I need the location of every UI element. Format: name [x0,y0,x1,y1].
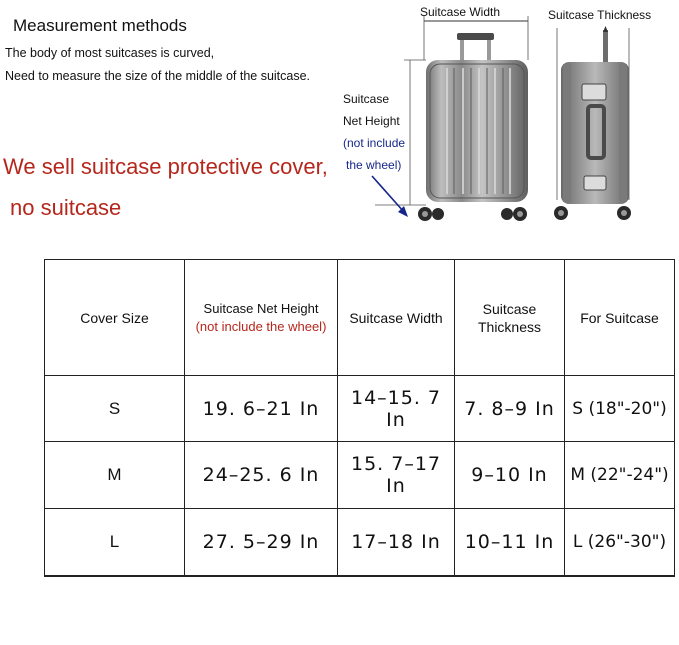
header-cover-size: Cover Size [80,309,149,326]
arrow-icon [372,176,408,217]
header-for-suitcase: For Suitcase [580,309,659,326]
size-table [44,259,675,577]
header-net-height-note: (not include the wheel) [195,318,327,334]
header-thickness-line-2: Thickness [477,318,542,335]
table-cell-fits: M (22"-24") [570,465,669,485]
measurement-line-1: The body of most suitcases is curved, [5,46,215,60]
table-cell-thickness: 7. 8–9 In [464,397,555,420]
table-cell-height: 24–25. 6 In [202,464,320,486]
table-cell-size: M [107,465,122,484]
suitcase-side-icon [554,26,631,220]
net-height-label-1: Suitcase [343,92,390,106]
table-cell-fits: L (26"-30") [572,532,667,552]
net-height-label-2: Net Height [343,114,400,128]
suitcase-thickness-label: Suitcase Thickness [548,8,652,22]
promo-line-1: We sell suitcase protective cover, [3,154,328,179]
table-cell-height: 19. 6–21 In [202,397,320,420]
table-cell-thickness: 9–10 In [471,464,548,486]
table-cell-thickness: 10–11 In [464,531,555,553]
measurement-line-2: Need to measure the size of the middle of the suitcase. [5,69,311,83]
table-cell-fits: S (18"-20") [572,398,667,419]
table-cell-width: 15. 7–17 In [350,453,442,497]
suitcase-front-icon [418,33,528,221]
suitcase-diagram [340,0,679,230]
header-net-height-label: Suitcase Net Height [203,300,319,316]
table-cell-width: 17–18 In [351,531,441,553]
header-net-height [185,260,337,375]
header-thickness-line-1: Suitcase [482,300,537,317]
promo-line-2: no suitcase [10,195,122,220]
height-dimension-line [375,60,426,205]
net-height-label-3: (not include [343,136,406,150]
net-height-label-4: the wheel) [346,158,402,172]
header-width: Suitcase Width [349,309,443,326]
table-cell-width: 14–15. 7 In [350,386,442,431]
table-cell-height: 27. 5–29 In [202,531,320,553]
header-thickness [455,260,564,375]
measurement-title: Measurement methods [13,16,187,35]
table-cell-size: S [108,398,121,418]
suitcase-width-label: Suitcase Width [420,5,501,19]
table-cell-size: L [109,532,120,551]
